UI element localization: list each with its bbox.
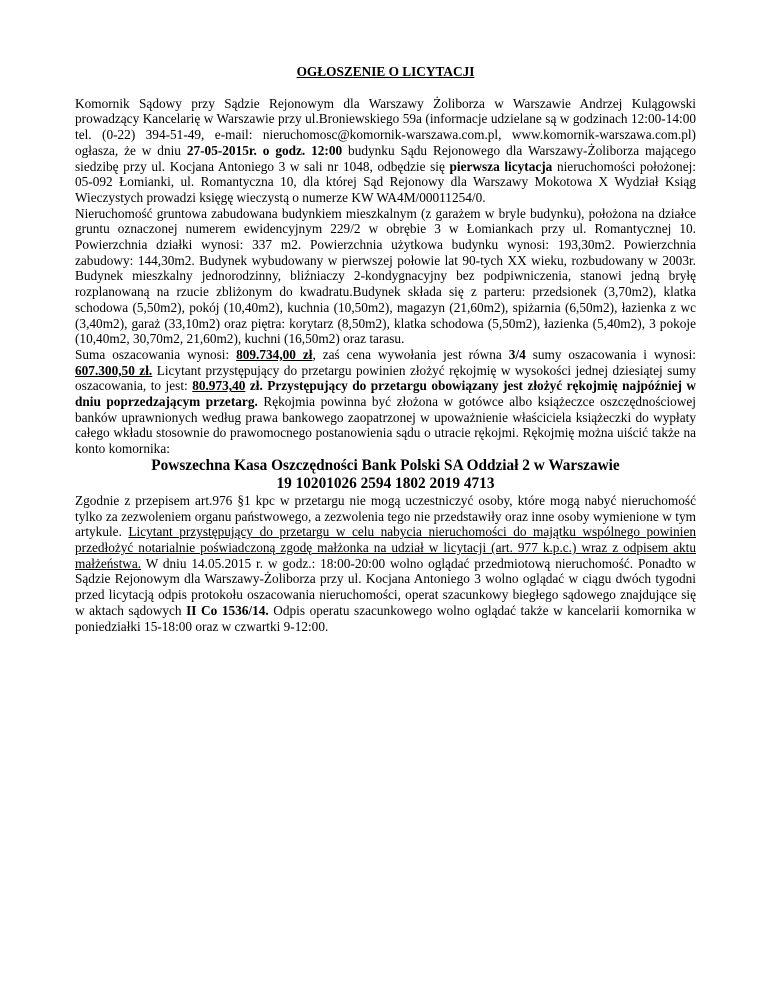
- court-location-text: budynku Sądu Rejonowego dla Warszawy-Żoliborza mającego siedzibę przy ul. Kocjana Antoniego 3 w sali nr 1048, odbędzie się: [75, 142, 696, 174]
- case-number: II Co 1536/14.: [186, 602, 269, 618]
- announcement-document: [75, 64, 696, 634]
- auction-details-paragraph: [75, 96, 696, 206]
- participation-rules-text: Zgodnie z przepisem art.976 §1 kpc w przetargu nie mogą uczestniczyć osoby, które mogą nabyć nieruchomość tylko za zezwoleniem organu państwowego, a zezwolenia tego nie przedstawiły oraz inne osoby wymienione w tym artykule.: [75, 492, 696, 540]
- participation-rules-paragraph: [75, 493, 696, 634]
- deposit-terms: Rękojmia powinna być złożona w gotówce albo książeczce oszczędnościowej banków uprawnionych według prawa bankowego zaopatrzonej w upoważnienie właściciela książeczki do wypłaty całego wkładu stosownie do prawomocnego postanowienia sądu o utracie rękojmi. Rękojmię można uiścić także na konto komornika:: [75, 394, 696, 457]
- call-price-text: , zaś cena wywołania jest równa: [312, 346, 509, 362]
- deposit-amount: 80.973,40: [192, 378, 246, 394]
- call-price-text-2: sumy oszacowania i wynosi:: [525, 346, 696, 362]
- office-viewing-hours: Odpis operatu szacunkowego wolno oglądać także w kancelarii komornika w poniedziałki 15-18:00 oraz w czwartki 9-12:00.: [75, 602, 696, 634]
- document-title: OGŁOSZENIE O LICYTACJI: [296, 64, 475, 79]
- deposit-intro: Licytant przystępujący do przetargu powinien złożyć rękojmię w wysokości jednej dziesiątej sumy oszacowania, to jest:: [75, 362, 696, 394]
- property-description-paragraph: Nieruchomość gruntowa zabudowana budynkiem mieszkalnym (z garażem w bryle budynku), położona na działce gruntu oznaczonej numerem ewidencyjnym 229/2 w obrębie 3 w Łomiankach przy ul. Romantycznej 10. Powierzchnia działki wynosi: 337 m2. Powierzchnia użytkowa budynku wynosi: 193,30m2. Powierzchnia zabudowy: 144,30m2. Budynek wybudowany w pierwszej połowie lat 90-tych XX wieku, rozbudowany w 2003r. Budynek mieszkalny jednorodzinny, bliźniaczy 2-kondygnacyjny bez podpiwniczenia, stanowi jedną bryłę rozplanowaną na rzucie zbliżonym do kwadratu.Budynek składa się z parteru: przedsionek (3,70m2), klatka schodowa (5,50m2), pokój (10,40m2), kuchnia (10,50m2), magazyn (21,60m2), spiżarnia (6,50m2), łazienka z wc (3,40m2), garaż (33,10m2) oraz piętra: korytarz (8,50m2), klatka schodowa (5,50m2), łazienka (5,40m2), 3 pokoje (10,40m2, 30,70m2, 21,60m2), kuchni (16,50m2) oraz tarasu.: [75, 205, 696, 347]
- intro-text: Komornik Sądowy przy Sądzie Rejonowym dla Warszawy Żoliborza w Warszawie Andrzej Kulągowski prowadzący Kancelarię w Warszawie przy ul.Broniewskiego 59a (informacje udzielane są w godzinach 12:00-14:00 tel. (0-22) 394-51-49, e-mail: nieruchomosc@komornik-warszawa.com.pl, www.komornik-warszawa.com.pl) ogłasza, że w dniu: [75, 95, 696, 158]
- valuation-intro: Suma oszacowania wynosi:: [75, 346, 237, 362]
- spouse-consent-requirement: Licytant przystępujący do przetargu w celu nabycia nieruchomości do majątku wspólnego powinien przedłożyć notarialnie poświadczoną zgodę małżonka na udział w licytacji (art. 977 k.p.c.) wraz z odpisem aktu małżeństwa.: [75, 524, 697, 571]
- deposit-deadline: zł. Przystępujący do przetargu obowiązany jest złożyć rękojmię najpóźniej w dniu poprzedzającym przetarg.: [75, 378, 696, 410]
- valuation-sum: 809.734,00 zł: [236, 346, 313, 362]
- bank-name: Powszechna Kasa Oszczędności Bank Polski SA Oddział 2 w Warszawie: [151, 456, 620, 474]
- property-register-text: nieruchomości położonej: 05-092 Łomianki, ul. Romantyczna 10, dla której Sąd Rejonowy dla Warszawy Mokotowa X Wydział Ksiąg Wieczystych prowadzi księgę wieczystą o numerze KW WA4M/00011254/0.: [75, 158, 696, 205]
- auction-date: 27-05-2015r. o godz. 12:00: [186, 142, 343, 158]
- bank-account-number: 19 10201026 2594 1802 2019 4713: [276, 474, 495, 492]
- first-auction-label: pierwsza licytacja: [449, 158, 553, 174]
- valuation-paragraph: [75, 347, 696, 457]
- call-price-fraction: 3/4: [508, 346, 526, 362]
- call-price: 607.300,50 zł.: [75, 362, 153, 378]
- viewing-info-text: W dniu 14.05.2015 r. w godz.: 18:00-20:00 wolno oglądać przedmiotową nieruchomość. Ponadto w Sądzie Rejonowym dla Warszawy-Żoliborza przy ul. Kocjana Antoniego 3 wolno oglądać w ciągu dwóch tygodni przed licytacją odpis protokołu oszacowania nieruchomości, operat szacunkowy biegłego sądowego znajdujące się w aktach sądowych: [75, 555, 696, 618]
